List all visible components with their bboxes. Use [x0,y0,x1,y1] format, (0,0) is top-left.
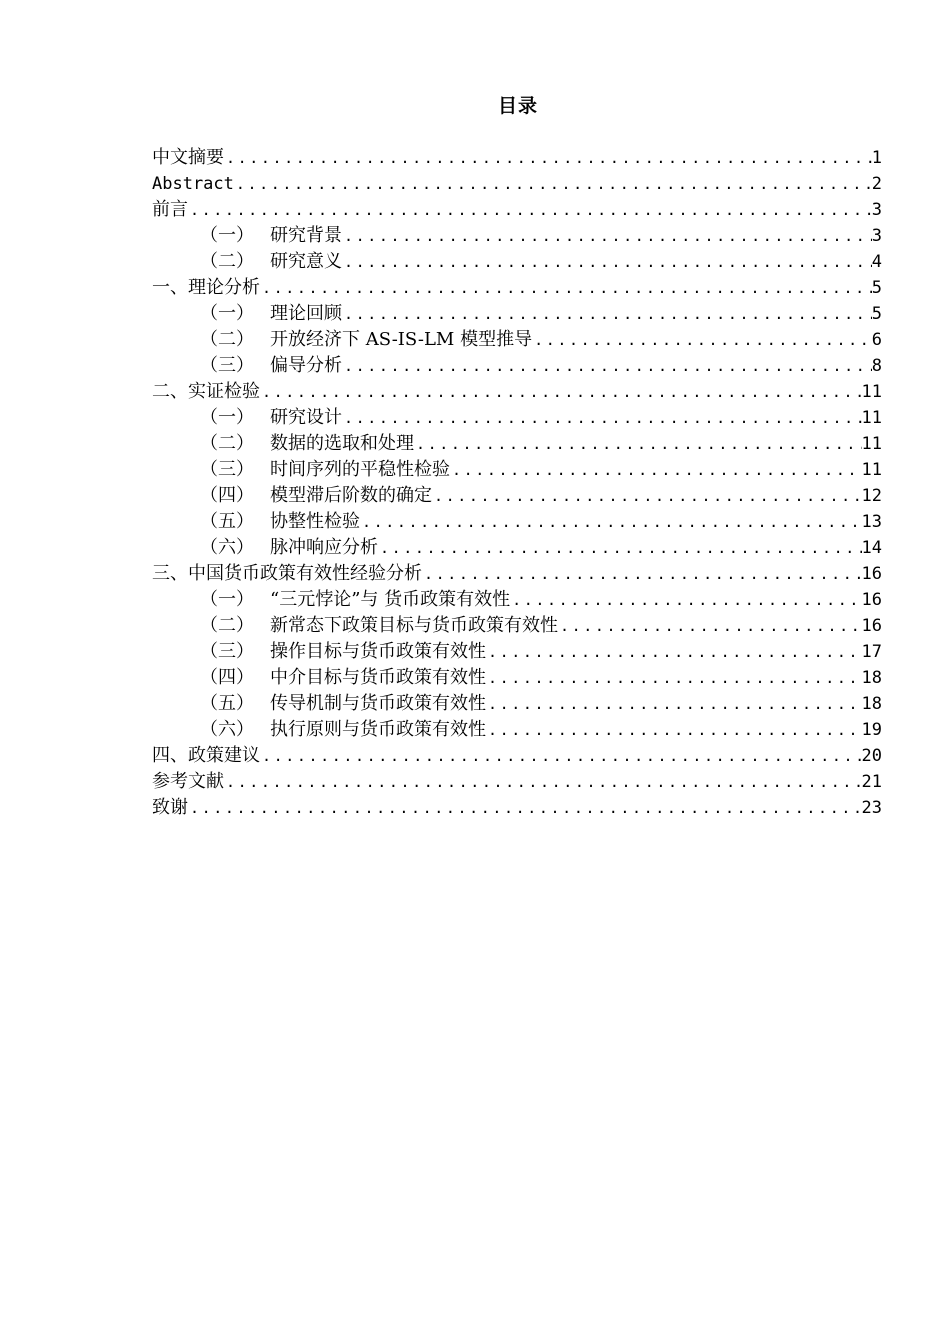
dot-leader [188,795,862,821]
dot-leader [342,301,872,327]
toc-entry-page-number: 4 [871,252,882,272]
toc-entry-label: 操作目标与货币政策有效性 [270,641,486,662]
toc-subentry[interactable] [152,405,882,431]
toc-entry-number: （二） [200,329,254,350]
dot-leader [486,691,862,717]
toc-subentry[interactable] [152,483,882,509]
toc-entry-page-number: 21 [861,772,882,792]
toc-entry-number: （二） [200,251,254,272]
dot-leader [450,457,862,483]
toc-entry-label: “三元悖论”与 货币政策有效性 [270,589,511,610]
dot-leader [558,613,862,639]
toc-entry-page-number: 23 [861,798,882,818]
toc-entry-label: 研究意义 [270,251,342,272]
toc-entry[interactable] [152,379,882,405]
dot-leader [486,717,862,743]
dot-leader [260,743,862,769]
toc-entry-label: 参考文献 [152,771,224,792]
toc-subentry[interactable] [152,223,882,249]
toc-entry-label: 一、理论分析 [152,277,260,298]
toc-entry-label: 脉冲响应分析 [270,537,378,558]
toc-entry-page-number: 6 [871,330,882,350]
dot-leader [260,379,862,405]
toc-entry-label: 前言 [152,199,188,220]
toc-entry-label: 二、实证检验 [152,381,260,402]
toc-entry-number: （一） [200,407,254,428]
dot-leader [224,145,872,171]
toc-subentry[interactable] [152,249,882,275]
toc-subentry[interactable] [152,301,882,327]
toc-entry-number: （四） [200,485,254,506]
toc-entry-page-number: 11 [861,382,882,402]
toc-entry-page-number: 1 [871,148,882,168]
dot-leader [342,353,872,379]
toc-entry[interactable] [152,145,882,171]
toc-entry-label: 中文摘要 [152,147,224,168]
toc-entry[interactable] [152,171,882,197]
dot-leader [510,587,861,613]
toc-entry[interactable] [152,795,882,821]
page-title: 目录 [497,95,538,117]
toc-entry[interactable] [152,769,882,795]
toc-entry-label: 模型滞后阶数的确定 [270,485,432,506]
toc-entry-label: 理论回顾 [270,303,342,324]
toc-entry-label: 致谢 [152,797,188,818]
toc-entry-page-number: 16 [861,564,882,584]
toc-entry-label: 开放经济下 AS-IS-LM 模型推导 [270,329,533,350]
toc-entry-label: 新常态下政策目标与货币政策有效性 [270,615,558,636]
toc-entry-page-number: 11 [861,408,882,428]
toc-entry-label: 三、中国货币政策有效性经验分析 [152,563,422,584]
toc-entry-page-number: 12 [861,486,882,506]
toc-entry-number: （五） [200,693,254,714]
dot-leader [378,535,862,561]
toc-subentry[interactable] [152,587,882,613]
dot-leader [486,639,862,665]
toc-entry-number: （二） [200,615,254,636]
dot-leader [486,665,862,691]
table-of-contents [152,145,882,821]
toc-entry-number: （六） [200,719,254,740]
dot-leader [414,431,862,457]
toc-subentry[interactable] [152,613,882,639]
dot-leader [532,327,872,353]
toc-entry-label: 四、政策建议 [152,745,260,766]
dot-leader [342,249,872,275]
toc-subentry[interactable] [152,691,882,717]
toc-entry-label: 偏导分析 [270,355,342,376]
toc-entry-number: （一） [200,225,254,246]
toc-entry-label: 传导机制与货币政策有效性 [270,693,486,714]
toc-entry-label: 协整性检验 [270,511,360,532]
toc-subentry[interactable] [152,717,882,743]
toc-entry-label: 中介目标与货币政策有效性 [270,667,486,688]
dot-leader [432,483,862,509]
toc-entry-page-number: 5 [871,304,882,324]
toc-entry-label: 执行原则与货币政策有效性 [270,719,486,740]
toc-entry-number: （一） [200,303,254,324]
toc-subentry[interactable] [152,431,882,457]
toc-entry-page-number: 2 [871,174,882,194]
toc-entry-label: 研究设计 [270,407,342,428]
toc-entry-number: （三） [200,459,254,480]
dot-leader [260,275,872,301]
toc-entry-number: （六） [200,537,254,558]
toc-subentry[interactable] [152,457,882,483]
toc-entry-page-number: 11 [861,434,882,454]
toc-entry[interactable] [152,275,882,301]
toc-entry-label: Abstract [152,174,234,194]
toc-entry-number: （一） [200,589,254,610]
toc-subentry[interactable] [152,665,882,691]
toc-entry-page-number: 11 [861,460,882,480]
toc-subentry[interactable] [152,327,882,353]
toc-entry-number: （三） [200,355,254,376]
toc-entry-page-number: 17 [861,642,882,662]
toc-subentry[interactable] [152,639,882,665]
toc-entry-number: （五） [200,511,254,532]
toc-entry[interactable] [152,197,882,223]
toc-entry-label: 时间序列的平稳性检验 [270,459,450,480]
toc-entry[interactable] [152,561,882,587]
toc-entry-page-number: 18 [861,694,882,714]
toc-subentry[interactable] [152,509,882,535]
dot-leader [422,561,862,587]
toc-entry-page-number: 5 [871,278,882,298]
toc-entry-page-number: 8 [871,356,882,376]
toc-subentry[interactable] [152,535,882,561]
dot-leader [342,223,872,249]
toc-entry-page-number: 16 [861,616,882,636]
toc-entry-page-number: 3 [871,200,882,220]
toc-subentry[interactable] [152,353,882,379]
toc-entry-page-number: 20 [861,746,882,766]
toc-entry-number: （三） [200,641,254,662]
toc-entry-page-number: 16 [861,590,882,610]
dot-leader [342,405,862,431]
toc-entry-page-number: 14 [861,538,882,558]
toc-entry-page-number: 18 [861,668,882,688]
dot-leader [188,197,872,223]
toc-entry-page-number: 13 [861,512,882,532]
toc-entry-page-number: 19 [861,720,882,740]
toc-entry-number: （四） [200,667,254,688]
toc-entry-number: （二） [200,433,254,454]
toc-entry[interactable] [152,743,882,769]
toc-entry-label: 数据的选取和处理 [270,433,414,454]
dot-leader [360,509,862,535]
toc-entry-label: 研究背景 [270,225,342,246]
dot-leader [224,769,862,795]
toc-entry-page-number: 3 [871,226,882,246]
dot-leader [234,171,872,197]
